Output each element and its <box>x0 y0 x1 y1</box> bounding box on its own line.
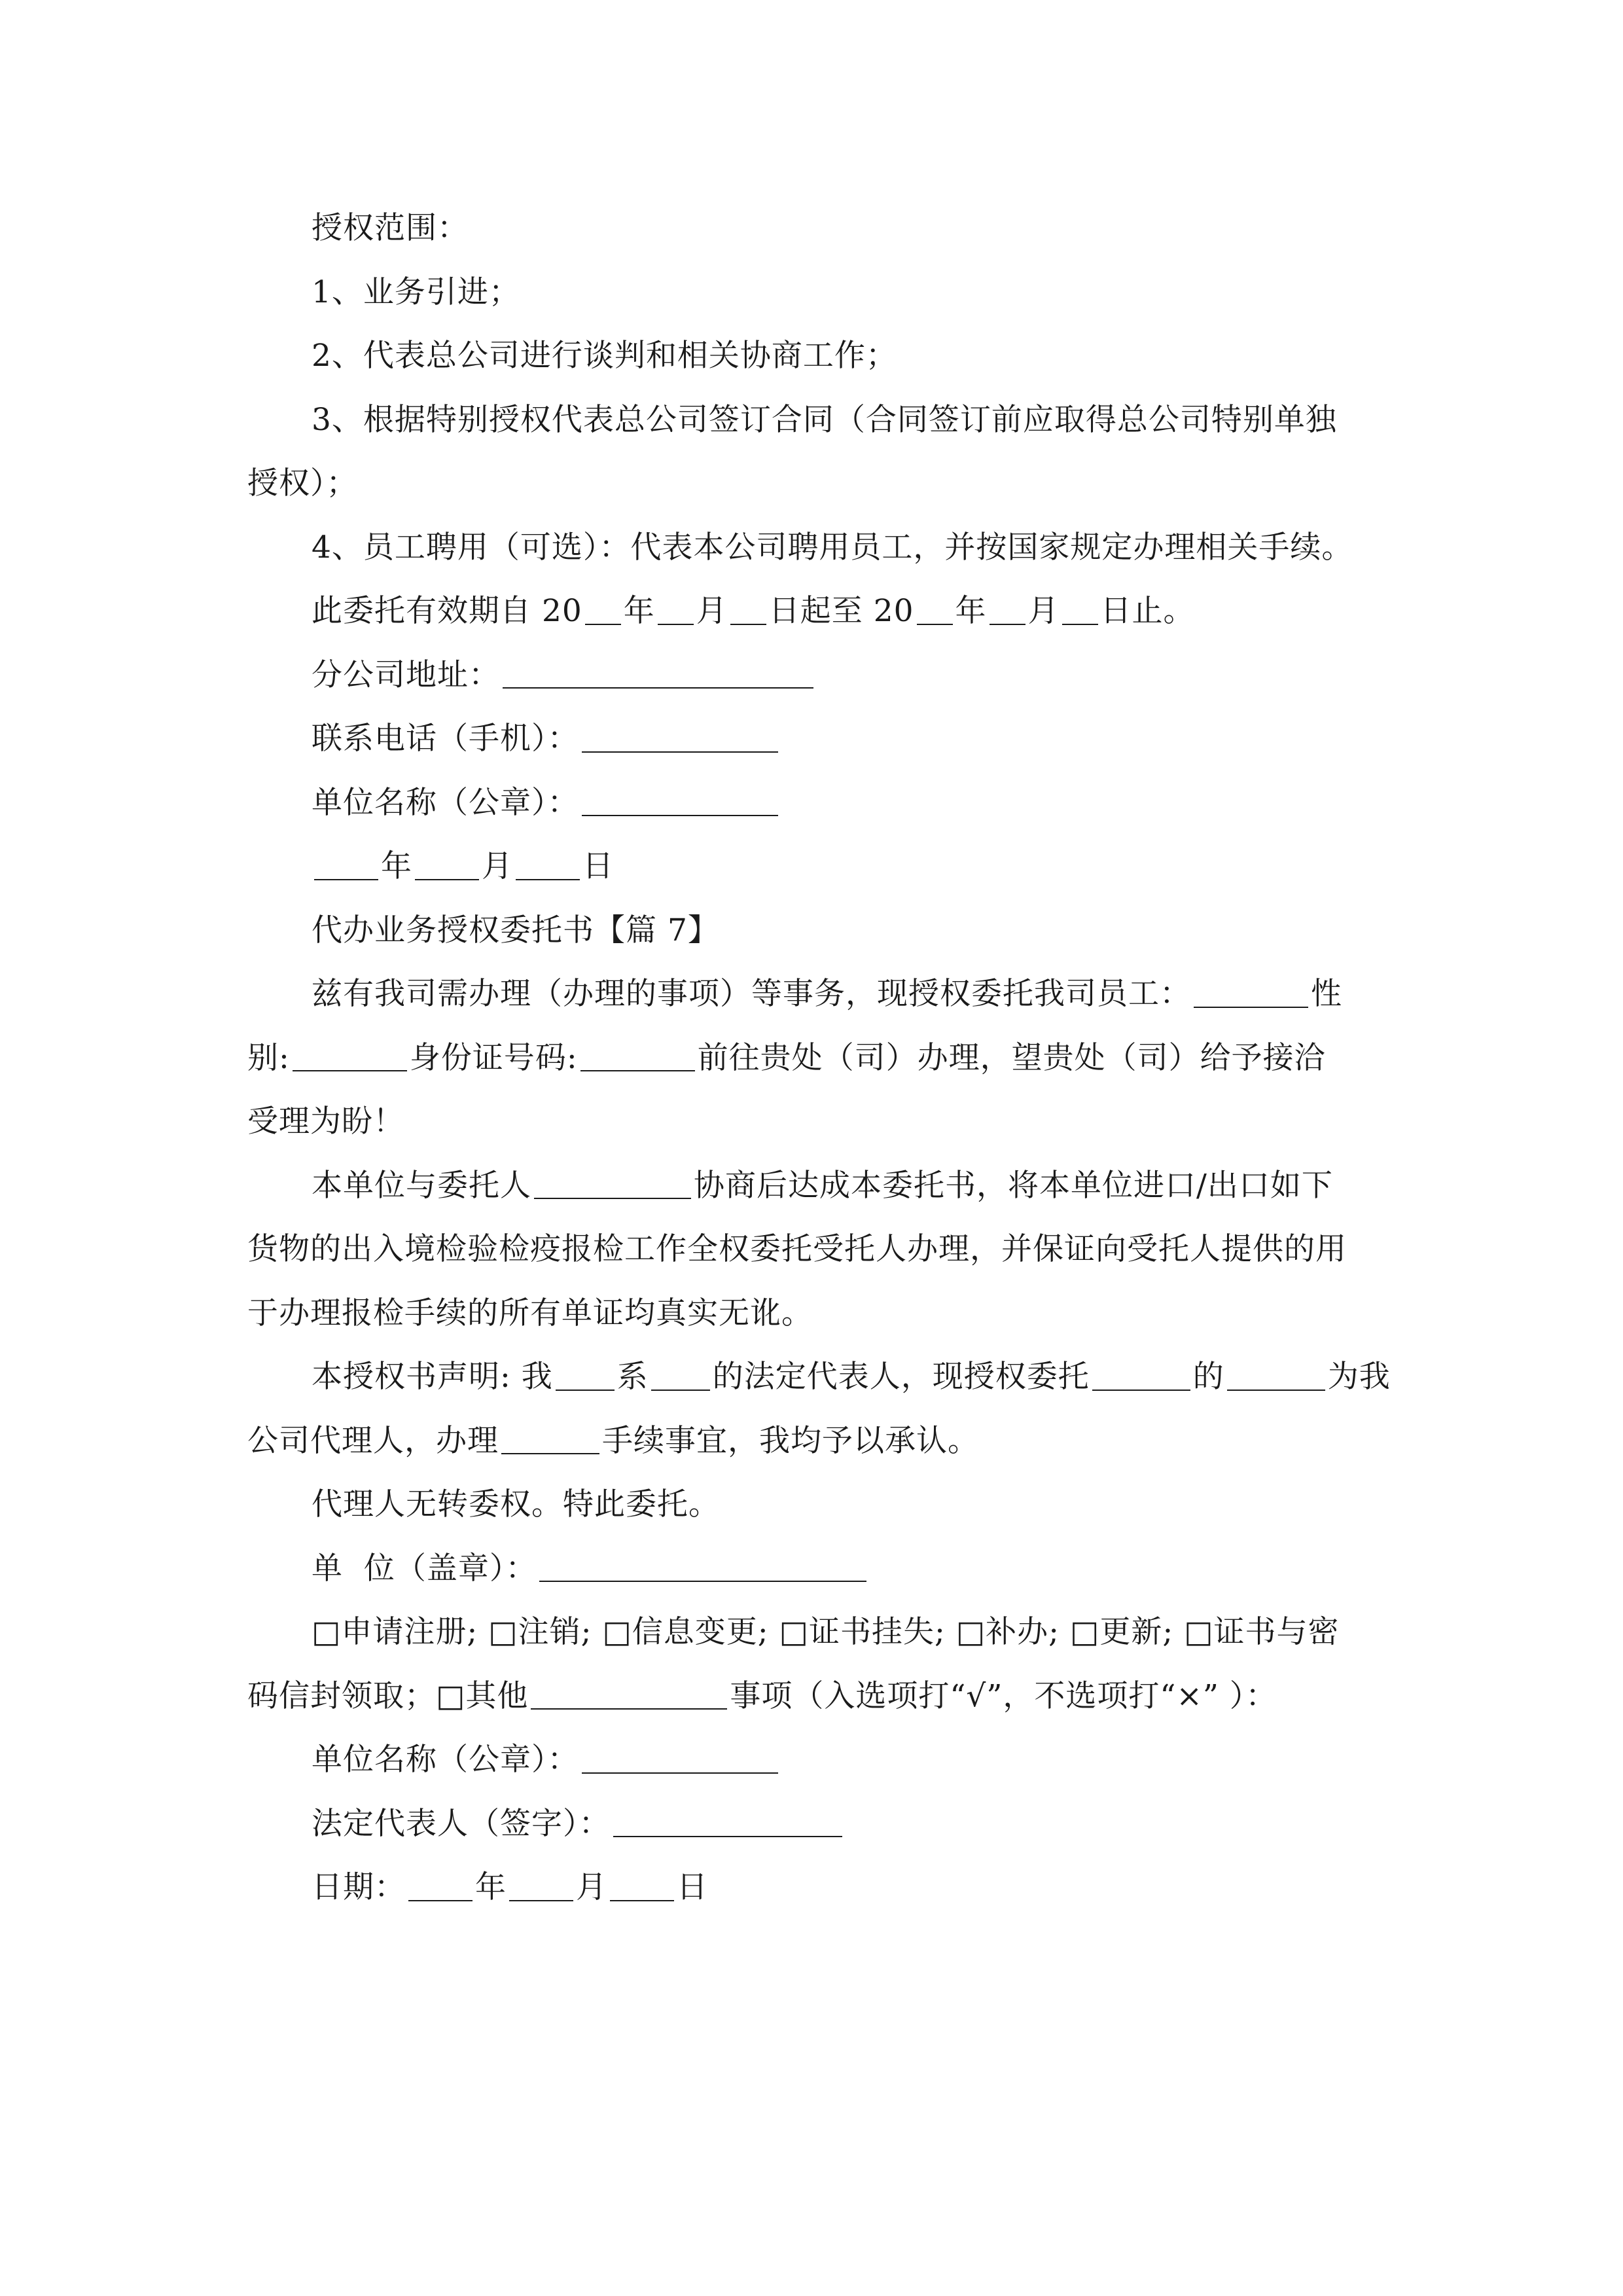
branch-day-label: 日 <box>582 848 614 884</box>
para-3-text-e: 为我 <box>1327 1359 1391 1395</box>
section-7-unit-field[interactable] <box>582 1742 778 1774</box>
section-7-para-4: 代理人无转委权。特此委托。 <box>312 1486 720 1522</box>
validity-text-4: 日起至 20 <box>768 593 914 629</box>
branch-year-label: 年 <box>381 848 412 884</box>
branch-address-line <box>247 643 1380 708</box>
options-line-1[interactable]: □申请注册; □注销; □信息变更; □证书挂失; □补办; □更新; □证书与密 <box>312 1614 1340 1650</box>
legal-rep-signature-field[interactable] <box>613 1805 842 1837</box>
scope-item-3-line-1: 3、根据特别授权代表总公司签订合同（合同签订前应取得总公司特别单独 <box>312 401 1337 438</box>
para-2-text-a: 本单位与委托人 <box>312 1167 531 1204</box>
validity-text-1: 此委托有效期自 20 <box>312 593 582 629</box>
branch-unit-line <box>247 771 1380 835</box>
para-1-text-b: 性 <box>1311 976 1342 1012</box>
branch-phone-line <box>247 707 1380 771</box>
validity-text-5: 年 <box>955 593 987 629</box>
branch-year-field[interactable] <box>314 848 378 880</box>
employee-id-field[interactable] <box>580 1039 695 1071</box>
para-3-text-d: 的 <box>1192 1359 1224 1395</box>
document-body <box>247 196 1391 1920</box>
branch-address-label: 分公司地址： <box>312 656 500 693</box>
section-7-para-1-line-3: 受理为盼！ <box>247 1103 404 1139</box>
scope-item-1: 1、业务引进； <box>312 274 520 310</box>
validity-line <box>247 579 1380 643</box>
para-3-text-g: 手续事宜，我均予以承认。 <box>602 1422 979 1459</box>
legal-rep-label: 法定代表人（签字）： <box>312 1805 611 1842</box>
date-year-field[interactable] <box>408 1869 473 1901</box>
options-text-a[interactable]: 码信封领取；□其他 <box>247 1677 529 1714</box>
para-3-text-b: 系 <box>616 1359 649 1395</box>
seal-label: 单 位（盖章）： <box>312 1550 537 1587</box>
section-7-title: 代办业务授权委托书【篇 7】 <box>312 912 719 948</box>
section-7-para-1-line-1 <box>247 962 1380 1026</box>
para-2-text-b: 协商后达成本委托书，将本单位进口/出口如下 <box>694 1167 1333 1204</box>
validity-month-end-blank[interactable] <box>990 593 1026 625</box>
scope-item-4: 4、员工聘用（可选）：代表本公司聘用员工，并按国家规定办理相关手续。 <box>312 529 1353 565</box>
legal-rep-line <box>247 1792 1380 1856</box>
seal-line <box>247 1537 1380 1601</box>
date-line <box>247 1856 1380 1920</box>
branch-phone-field[interactable] <box>582 721 778 753</box>
scope-item-2: 2、代表总公司进行谈判和相关协商工作； <box>312 338 897 374</box>
company-name-field[interactable] <box>651 1359 710 1391</box>
date-label: 日期： <box>312 1869 406 1905</box>
date-day-label: 日 <box>677 1869 708 1905</box>
scope-heading: 授权范围： <box>312 210 469 246</box>
date-month-label: 月 <box>576 1869 607 1905</box>
section-7-para-3-line-2 <box>247 1409 1380 1473</box>
delegate-company-field[interactable] <box>1092 1359 1190 1391</box>
seal-field[interactable] <box>539 1550 866 1582</box>
validity-text-6: 月 <box>1027 593 1060 629</box>
date-month-field[interactable] <box>509 1869 573 1901</box>
validity-text-2: 年 <box>623 593 655 629</box>
section-7-unit-label: 单位名称（公章）： <box>312 1742 579 1778</box>
branch-unit-field[interactable] <box>582 784 778 816</box>
declarant-name-field[interactable] <box>556 1359 615 1391</box>
branch-day-field[interactable] <box>516 848 580 880</box>
para-1-text-e: 前往贵处（司）办理，望贵处（司）给予接洽 <box>697 1039 1326 1076</box>
scope-item-3-line-2: 授权）； <box>247 465 358 501</box>
options-text-b: 事项（入选项打“√”，不选项打“×” ）： <box>730 1677 1277 1714</box>
branch-address-field[interactable] <box>503 656 813 689</box>
validity-year-end-blank[interactable] <box>917 593 953 625</box>
employee-gender-field[interactable] <box>293 1039 407 1071</box>
delegate-name-field[interactable] <box>1227 1359 1325 1391</box>
para-1-text-c: 别: <box>247 1039 290 1076</box>
para-3-text-c: 的法定代表人，现授权委托 <box>712 1359 1090 1395</box>
validity-text-3: 月 <box>696 593 728 629</box>
section-7-para-2-line-2: 货物的出入境检验检疫报检工作全权委托受托人办理，并保证向受托人提供的用 <box>247 1231 1347 1267</box>
validity-day-end-blank[interactable] <box>1062 593 1098 625</box>
para-3-text-a: 本授权书声明: 我 <box>312 1359 553 1395</box>
para-3-text-f: 公司代理人，办理 <box>247 1422 499 1459</box>
section-7-unit-line <box>247 1728 1380 1792</box>
validity-day-start-blank[interactable] <box>730 593 766 625</box>
options-line-2 <box>247 1664 1380 1729</box>
section-7-para-2-line-1 <box>247 1154 1380 1218</box>
validity-year-start-blank[interactable] <box>585 593 621 625</box>
branch-date-line <box>247 834 1380 899</box>
para-1-text-d: 身份证号码: <box>409 1039 578 1076</box>
date-year-label: 年 <box>475 1869 507 1905</box>
branch-unit-label: 单位名称（公章）： <box>312 784 579 821</box>
section-7-para-2-line-3: 于办理报检手续的所有单证均真实无讹。 <box>247 1295 813 1331</box>
branch-phone-label: 联系电话（手机）： <box>312 721 579 757</box>
procedure-field[interactable] <box>501 1422 599 1454</box>
validity-month-start-blank[interactable] <box>658 593 694 625</box>
branch-month-field[interactable] <box>415 848 479 880</box>
employee-name-field[interactable] <box>1194 976 1308 1008</box>
section-7-para-3-line-1 <box>247 1345 1391 1409</box>
branch-month-label: 月 <box>482 848 513 884</box>
other-item-field[interactable] <box>531 1677 727 1710</box>
para-1-text-a: 兹有我司需办理（办理的事项）等事务，现授权委托我司员工： <box>312 976 1191 1012</box>
validity-text-7: 日止。 <box>1100 593 1195 629</box>
consignor-field[interactable] <box>534 1167 691 1199</box>
date-day-field[interactable] <box>610 1869 674 1901</box>
section-7-para-1-line-2 <box>247 1026 1380 1090</box>
